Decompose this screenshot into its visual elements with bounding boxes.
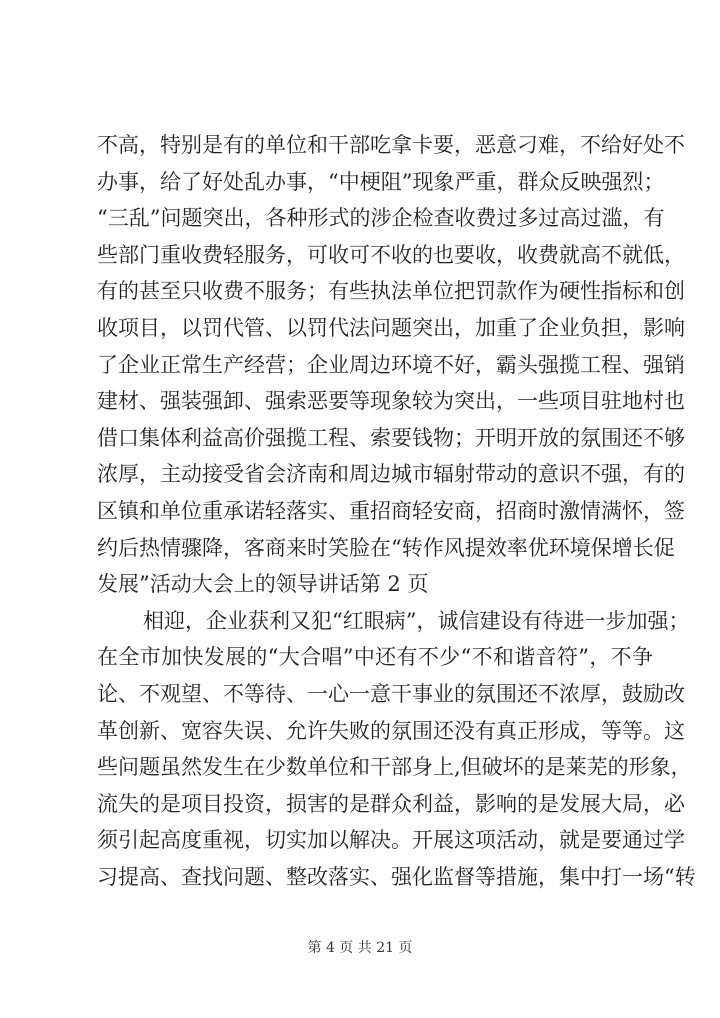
paragraph <box>97 127 685 603</box>
text-line: 些部门重收费轻服务，可收可不收的也要收，收费就高不就低， <box>97 242 685 267</box>
text-line: 流失的是项目投资，损害的是群众利益，影响的是发展大局，必 <box>97 791 685 816</box>
text-line: 些问题虽然发生在少数单位和干部身上,但破坏的是莱芜的形象， <box>97 755 692 780</box>
text-line: 区镇和单位重承诺轻落实、重招商轻安商，招商时激情满怀，签 <box>97 498 685 523</box>
paragraph <box>97 603 696 896</box>
text-line: 借口集体利益高价强揽工程、索要钱物；开明开放的氛围还不够 <box>97 425 685 450</box>
text-line: 须引起高度重视，切实加以解决。开展这项活动，就是要通过学 <box>97 828 685 853</box>
text-line: 不高，特别是有的单位和干部吃拿卡要，恶意刁难，不给好处不 <box>97 133 685 157</box>
text-line: “三乱”问题突出，各种形式的涉企检查收费过多过高过滥，有 <box>97 206 665 231</box>
page-footer: 第 4 页 共 21 页 <box>307 940 413 956</box>
text-line: 习提高、查找问题、整改落实、强化监督等措施，集中打一场“转 <box>97 864 696 889</box>
text-line: 有的甚至只收费不服务；有些执法单位把罚款作为硬性指标和创 <box>97 279 685 304</box>
text-line: 在全市加快发展的“大合唱”中还有不少“不和谐音符”，不争 <box>97 645 653 670</box>
text-line: 相迎，企业获利又犯“红眼病”，诚信建设有待进一步加强； <box>143 608 690 633</box>
text-line: 建材、强装强卸、强索恶要等现象较为突出，一些项目驻地村也 <box>97 389 685 414</box>
text-line: 办事，给了好处乱办事，“中梗阻”现象严重，群众反映强烈； <box>97 169 665 194</box>
text-line: 约后热情骤降，客商来时笑脸在“转作风提效率优环境保增长促 <box>97 535 675 560</box>
text-line: 发展”活动大会上的领导讲话第 2 页 <box>97 572 429 597</box>
text-line: 革创新、宽容失误、允许失败的氛围还没有真正形成，等等。这 <box>97 718 685 743</box>
text-line: 论、不观望、不等待、一心一意干事业的氛围还不浓厚，鼓励改 <box>97 681 685 706</box>
text-line: 收项目，以罚代管、以罚代法问题突出，加重了企业负担，影响 <box>97 315 685 340</box>
text-line: 浓厚，主动接受省会济南和周边城市辐射带动的意识不强，有的 <box>97 462 685 487</box>
text-line: 了企业正常生产经营；企业周边环境不好，霸头强揽工程、强销 <box>97 352 685 377</box>
body-text <box>97 127 696 895</box>
